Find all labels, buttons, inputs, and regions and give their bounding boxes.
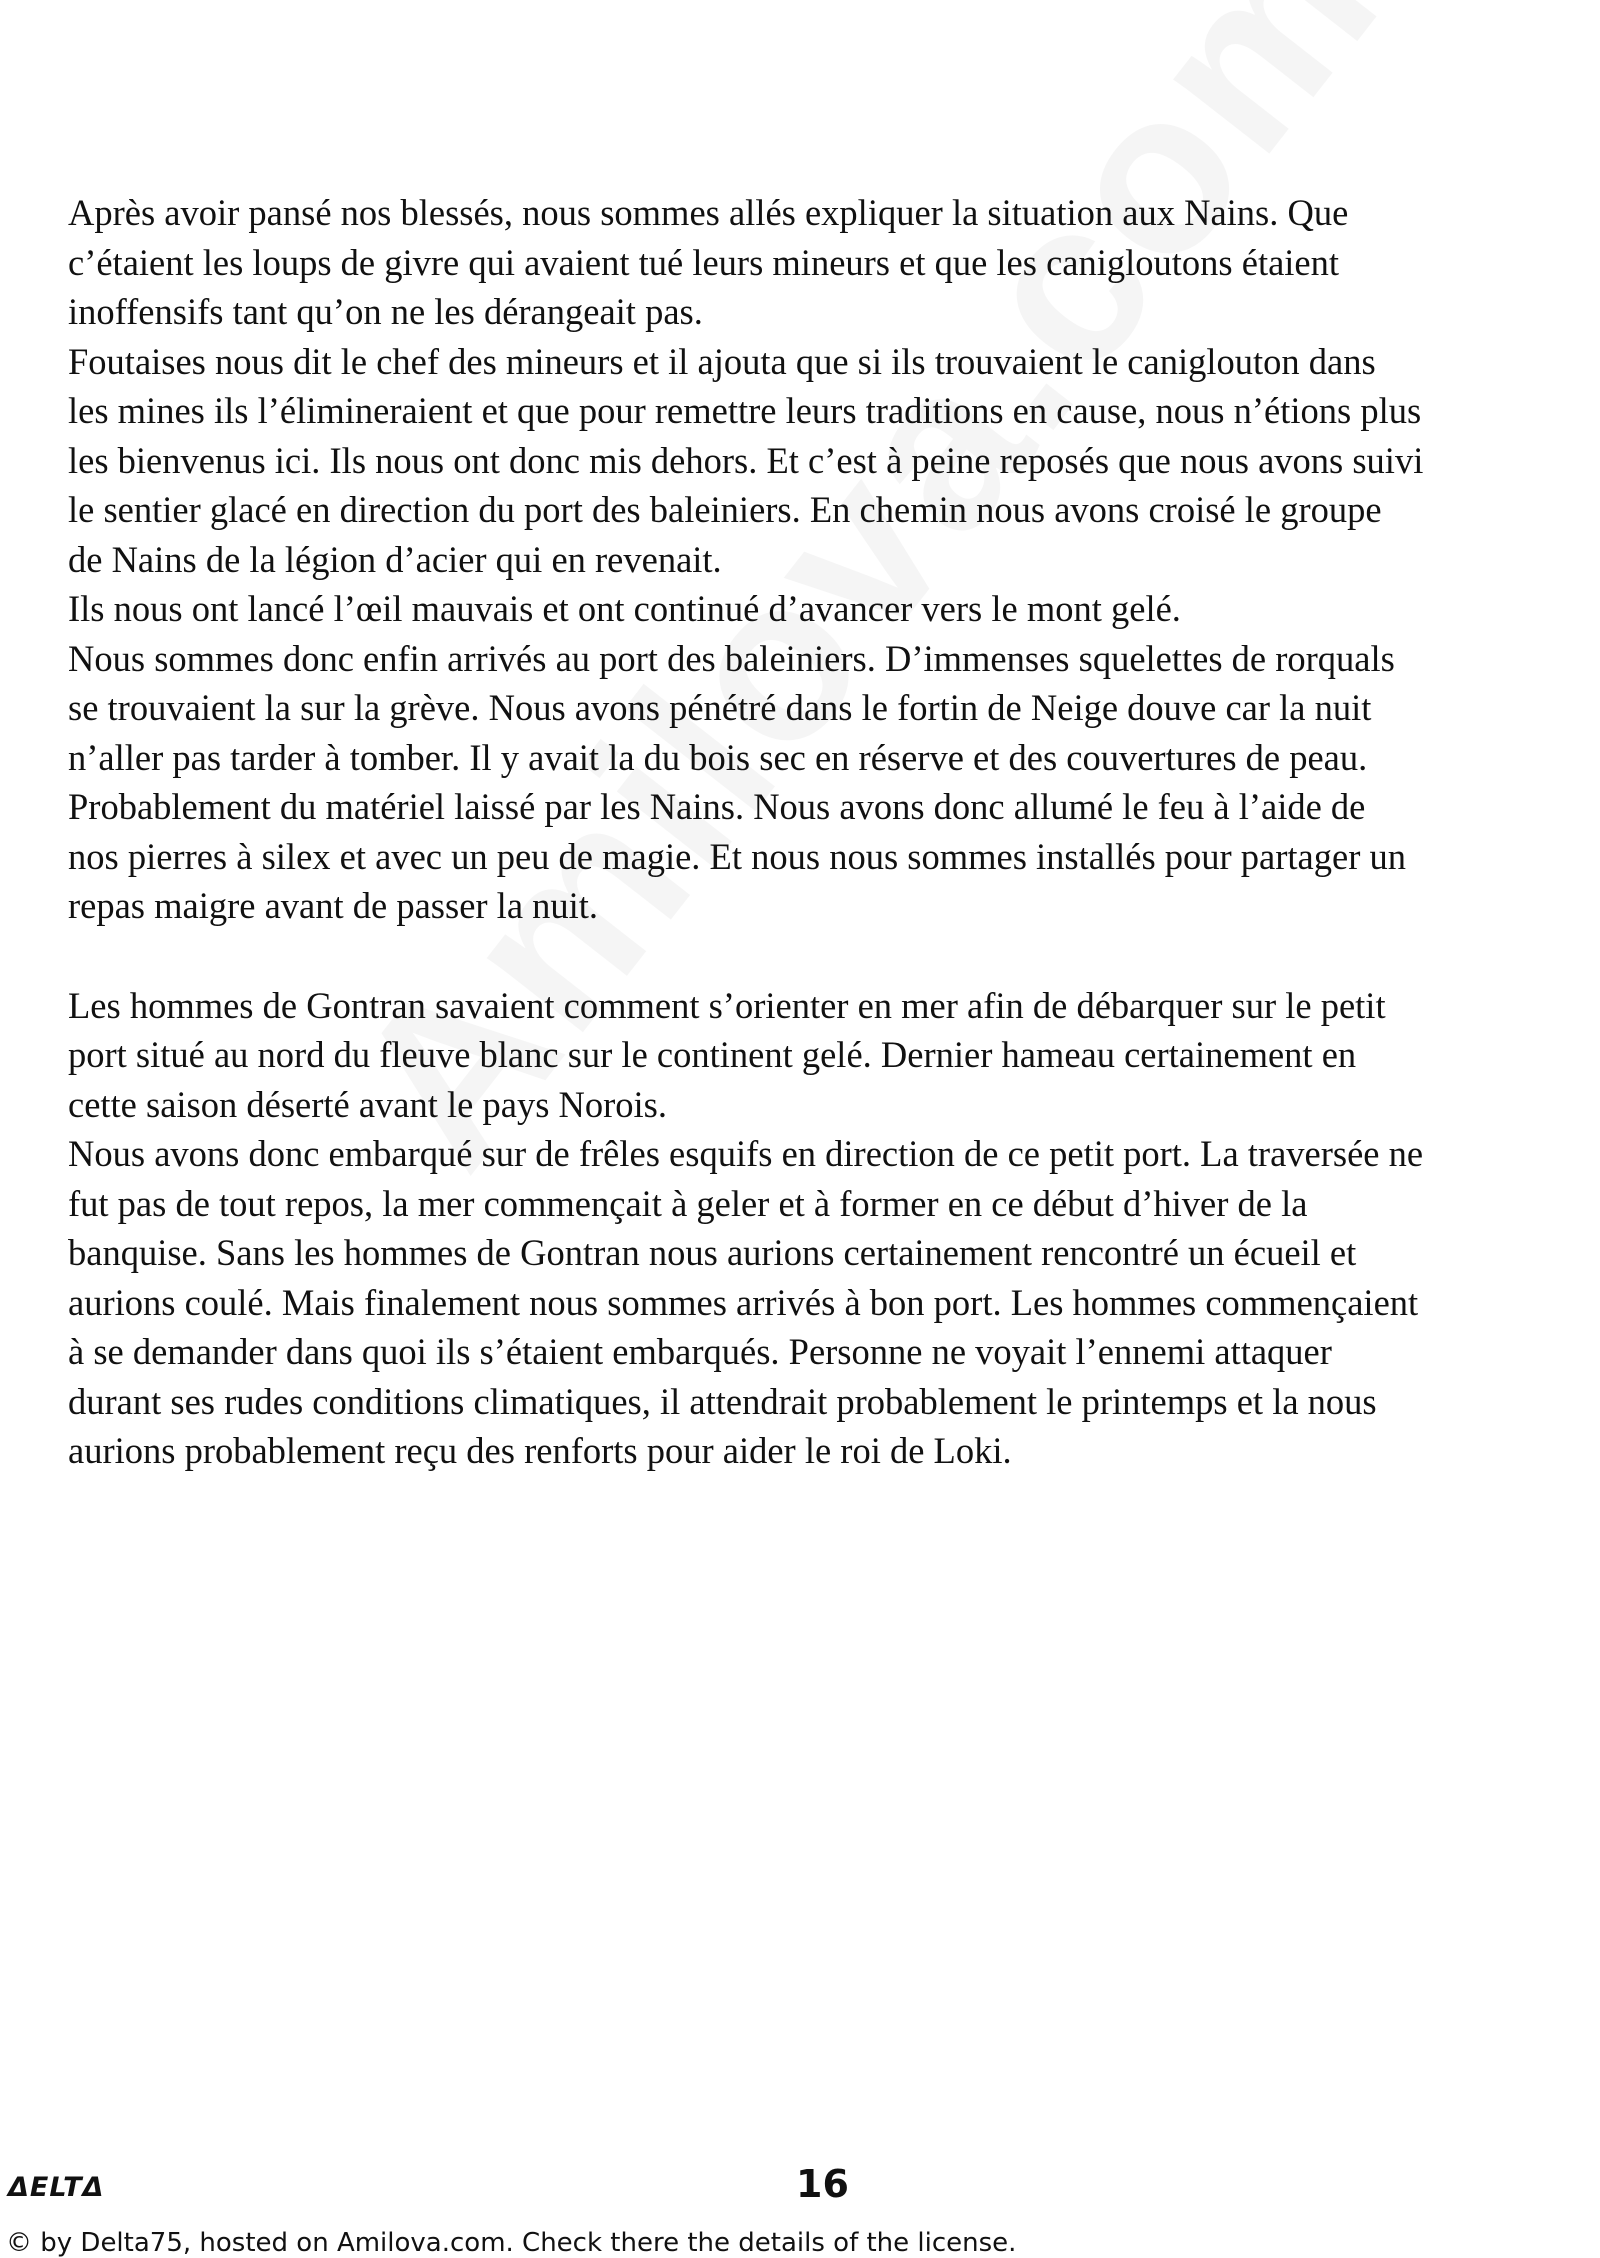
text-line: de Nains de la légion d’acier qui en revenait. [68,538,722,580]
text-line: les mines ils l’élimineraient et que pour remettre leurs traditions en cause, nous n’étions plus [68,390,1422,431]
story-text [68,188,1588,1476]
text-line: aurions coulé. Mais finalement nous sommes arrivés à bon port. Les hommes commençaient [68,1281,1419,1323]
text-line: nos pierres à silex et avec un peu de magie. Et nous nous sommes installés pour partager un [68,835,1406,877]
delta-logo: ΔELTΔ [8,2172,105,2203]
text-line: Les hommes de Gontran savaient comment s’orienter en mer afin de débarquer sur le petit [68,984,1386,1026]
text-line: Nous sommes donc enfin arrivés au port des baleiniers. D’immenses squelettes de rorquals [68,637,1395,679]
text-line: durant ses rudes conditions climatiques, il attendrait probablement le printemps et la nous [68,1380,1377,1422]
text-line: Nous avons donc embarqué sur de frêles esquifs en direction de ce petit port. La traversée ne [68,1133,1424,1174]
text-line: cette saison déserté avant le pays Norois. [68,1083,668,1125]
paragraph-2 [68,981,1588,1476]
text-line: Foutaises nous dit le chef des mineurs et il ajouta que si ils trouvaient le caniglouton dans [68,340,1376,382]
text-line: banquise. Sans les hommes de Gontran nous aurions certainement rencontré un écueil et [68,1232,1357,1273]
paragraph-1 [68,188,1588,931]
license-notice: © by Delta75, hosted on Amilova.com. Check there the details of the license. [6,2228,1017,2258]
text-line: inoffensifs tant qu’on ne les dérangeait pas. [68,291,703,332]
text-line: n’aller pas tarder à tomber. Il y avait la du bois sec en réserve et des couvertures de peau. [68,736,1368,778]
text-line: à se demander dans quoi ils s’étaient embarqués. Personne ne voyait l’ennemi attaquer [68,1331,1332,1372]
text-line: le sentier glacé en direction du port des baleiniers. En chemin nous avons croisé le groupe [68,489,1382,530]
text-line: Après avoir pansé nos blessés, nous sommes allés expliquer la situation aux Nains. Que [68,192,1349,233]
text-line: port situé au nord du fleuve blanc sur le continent gelé. Dernier hameau certainement en [68,1034,1357,1075]
text-line: Probablement du matériel laissé par les Nains. Nous avons donc allumé le feu à l’aide de [68,786,1366,827]
text-line: se trouvaient la sur la grève. Nous avons pénétré dans le fortin de Neige douve car la nuit [68,687,1372,728]
text-line: fut pas de tout repos, la mer commençait à geler et à former en ce début d’hiver de la [68,1182,1308,1224]
text-line: repas maigre avant de passer la nuit. [68,885,599,926]
text-line: les bienvenus ici. Ils nous ont donc mis dehors. Et c’est à peine reposés que nous avons suivi [68,439,1424,481]
page-number: 16 [796,2162,849,2206]
paragraph-gap [68,931,1588,981]
text-line: Ils nous ont lancé l’œil mauvais et ont continué d’avancer vers le mont gelé. [68,588,1181,629]
text-line: c’étaient les loups de givre qui avaient tué leurs mineurs et que les canigloutons étaient [68,241,1340,283]
text-line: aurions probablement reçu des renforts pour aider le roi de Loki. [68,1430,1012,1471]
